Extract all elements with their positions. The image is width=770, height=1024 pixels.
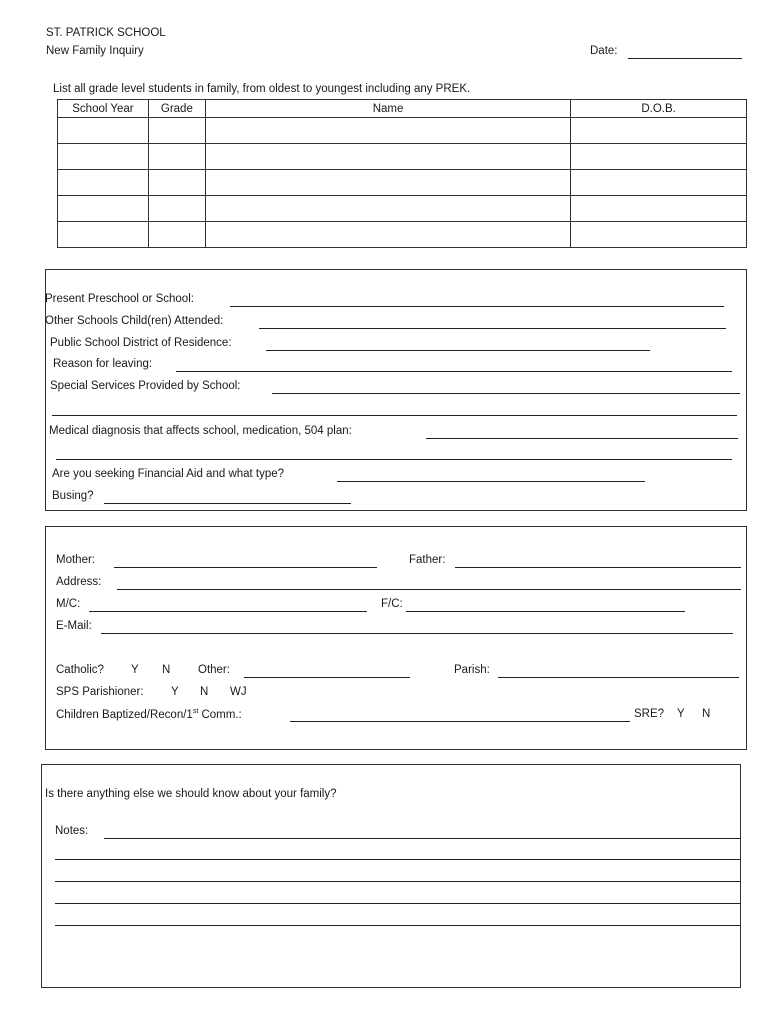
notes-line-2[interactable] <box>55 859 740 860</box>
dob-cell[interactable] <box>571 118 747 144</box>
school-year-cell[interactable] <box>58 222 149 248</box>
catholic-label: Catholic? <box>56 664 104 676</box>
busing-label: Busing? <box>52 490 94 502</box>
grade-cell[interactable] <box>148 118 205 144</box>
mc-field[interactable] <box>89 611 367 612</box>
school-name: ST. PATRICK SCHOOL <box>46 27 166 39</box>
mother-label: Mother: <box>56 554 95 566</box>
students-instruction: List all grade level students in family, from oldest to youngest including any PREK. <box>53 83 471 95</box>
fc-label: F/C: <box>381 598 403 610</box>
sre-label: SRE? <box>634 708 665 720</box>
notes-line-5[interactable] <box>55 925 740 926</box>
address-label: Address: <box>56 576 102 588</box>
baptized-label <box>56 708 242 721</box>
medical-label: Medical diagnosis that affects school, medication, 504 plan: <box>49 425 352 437</box>
name-cell[interactable] <box>205 222 570 248</box>
address-field[interactable] <box>117 589 741 590</box>
table-row <box>58 170 747 196</box>
name-cell[interactable] <box>205 170 570 196</box>
father-field[interactable] <box>455 567 741 568</box>
parish-field[interactable] <box>498 677 739 678</box>
school-year-cell[interactable] <box>58 118 149 144</box>
table-row <box>58 144 747 170</box>
name-cell[interactable] <box>205 144 570 170</box>
baptized-label-text: Children Baptized/Recon/1 <box>56 708 193 721</box>
sre-yes[interactable]: Y <box>677 708 685 720</box>
catholic-yes[interactable]: Y <box>131 664 139 676</box>
medical-field[interactable] <box>426 438 738 439</box>
mother-field[interactable] <box>114 567 377 568</box>
other-field[interactable] <box>244 677 410 678</box>
father-label: Father: <box>409 554 446 566</box>
col-dob: D.O.B. <box>571 100 747 118</box>
col-name: Name <box>205 100 570 118</box>
date-field[interactable] <box>628 58 742 59</box>
grade-cell[interactable] <box>148 196 205 222</box>
baptized-label-sup: st <box>192 708 199 715</box>
other-schools-field[interactable] <box>259 328 726 329</box>
reason-leaving-field[interactable] <box>176 371 732 372</box>
col-grade: Grade <box>148 100 205 118</box>
mc-label: M/C: <box>56 598 81 610</box>
name-cell[interactable] <box>205 118 570 144</box>
grade-cell[interactable] <box>148 222 205 248</box>
sps-yes[interactable]: Y <box>171 686 179 698</box>
special-services-label: Special Services Provided by School: <box>50 380 241 392</box>
medical-field-2[interactable] <box>56 459 732 460</box>
school-year-cell[interactable] <box>58 170 149 196</box>
school-year-cell[interactable] <box>58 196 149 222</box>
special-services-field-2[interactable] <box>52 415 737 416</box>
school-year-cell[interactable] <box>58 144 149 170</box>
baptized-label-suffix: Comm.: <box>198 708 242 721</box>
sps-wj[interactable]: WJ <box>230 686 247 698</box>
other-label: Other: <box>198 664 230 676</box>
present-school-field[interactable] <box>230 306 724 307</box>
parish-label: Parish: <box>454 664 490 676</box>
name-cell[interactable] <box>205 196 570 222</box>
present-school-label: Present Preschool or School: <box>45 293 194 305</box>
dob-cell[interactable] <box>571 170 747 196</box>
other-schools-label: Other Schools Child(ren) Attended: <box>45 315 224 327</box>
financial-aid-label: Are you seeking Financial Aid and what type? <box>52 468 285 480</box>
email-label: E-Mail: <box>56 620 92 632</box>
notes-label: Notes: <box>55 825 89 837</box>
grade-cell[interactable] <box>148 170 205 196</box>
dob-cell[interactable] <box>571 144 747 170</box>
table-row <box>58 196 747 222</box>
students-table-header <box>58 100 747 118</box>
dob-cell[interactable] <box>571 222 747 248</box>
catholic-no[interactable]: N <box>162 664 171 676</box>
col-school-year: School Year <box>58 100 149 118</box>
family-question: Is there anything else we should know about your family? <box>45 788 337 800</box>
busing-field[interactable] <box>104 503 351 504</box>
fc-field[interactable] <box>406 611 685 612</box>
special-services-field[interactable] <box>272 393 740 394</box>
grade-cell[interactable] <box>148 144 205 170</box>
sre-no[interactable]: N <box>702 708 711 720</box>
table-row <box>58 118 747 144</box>
dob-cell[interactable] <box>571 196 747 222</box>
financial-aid-field[interactable] <box>337 481 645 482</box>
students-table <box>57 99 747 248</box>
table-row <box>58 222 747 248</box>
notes-line-4[interactable] <box>55 903 740 904</box>
reason-leaving-label: Reason for leaving: <box>53 358 153 370</box>
date-label: Date: <box>590 45 618 57</box>
baptized-field[interactable] <box>290 721 630 722</box>
public-district-field[interactable] <box>266 350 650 351</box>
notes-line-3[interactable] <box>55 881 740 882</box>
sps-parishioner-label: SPS Parishioner: <box>56 686 144 698</box>
sps-no[interactable]: N <box>200 686 209 698</box>
form-title: New Family Inquiry <box>46 45 144 57</box>
email-field[interactable] <box>101 633 733 634</box>
public-district-label: Public School District of Residence: <box>50 337 232 349</box>
notes-field[interactable] <box>104 838 740 839</box>
